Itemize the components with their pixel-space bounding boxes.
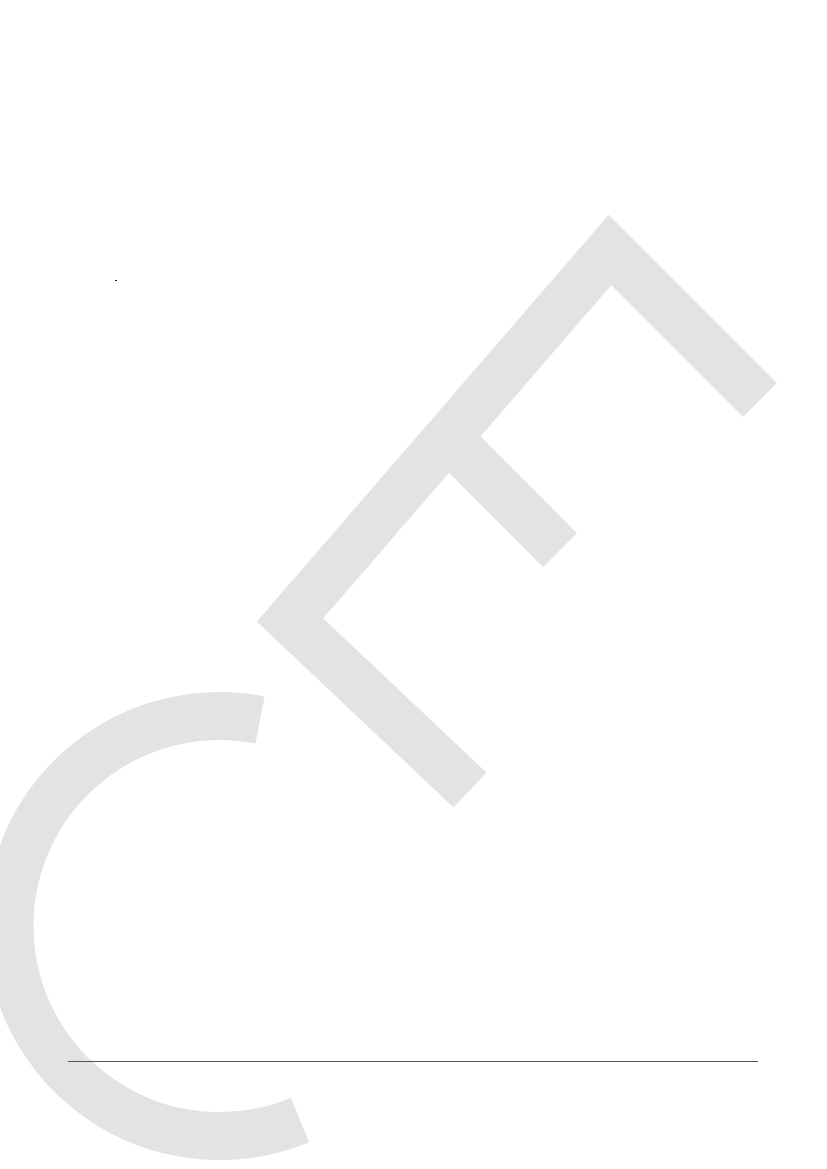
histogram-figure xyxy=(114,442,607,889)
pi-numerator xyxy=(115,280,117,281)
pi-fraction xyxy=(115,280,117,281)
footer-divider xyxy=(68,1061,758,1062)
histogram-chart xyxy=(114,442,607,889)
use-pi-note xyxy=(114,270,118,290)
